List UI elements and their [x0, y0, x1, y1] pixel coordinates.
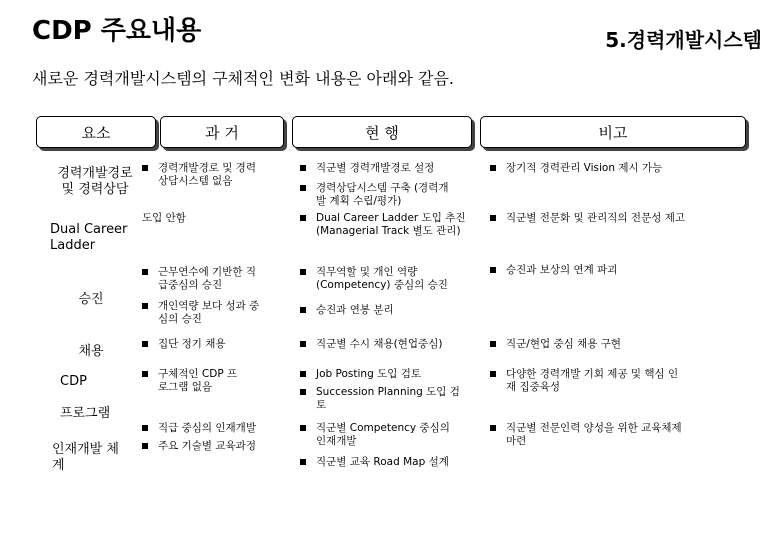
list-item: 장기적 경력관리 Vision 제시 가능: [490, 162, 760, 175]
list-item: 직군별 경력개발경로 설정: [300, 162, 480, 175]
list-item: 집단 정기 채용: [142, 338, 288, 351]
list-item: 주요 기술별 교육과정: [142, 440, 288, 453]
list-item: 직무역할 및 개인 역량 (Competency) 중심의 승진: [300, 266, 480, 292]
subtitle: 새로운 경력개발시스템의 구체적인 변화 내용은 아래와 같음.: [32, 69, 455, 88]
row-label-dual-ladder: Dual Career Ladder: [50, 222, 128, 253]
header-past: 과 거: [160, 116, 284, 148]
list-item: 직군별 Competency 중심의 인재개발: [300, 422, 480, 448]
header-element: 요소: [36, 116, 156, 148]
list-item: Dual Career Ladder 도입 추진 (Managerial Track 별도 관리): [300, 212, 480, 238]
list-item: 승진과 연봉 분리: [300, 304, 480, 317]
row-label-cdp-program: CDP 프로그램: [60, 374, 111, 421]
list-item: 승진과 보상의 연계 파괴: [490, 264, 760, 277]
list-item: 직군별 교육 Road Map 설계: [300, 456, 480, 469]
list-item: 직군/현업 중심 채용 구현: [490, 338, 760, 351]
list-item: 직군별 전문인력 양성을 위한 교육체제 마련: [490, 422, 760, 448]
list-item: Job Posting 도입 검토: [300, 368, 480, 381]
section-title: 5.경력개발시스템: [605, 28, 762, 52]
row-label-hiring: 채용: [78, 344, 104, 359]
list-item: 근무연수에 기반한 직 급중심의 승진: [142, 266, 288, 292]
list-item: 경력상담시스템 구축 (경력개 발 계획 수립/평가): [300, 182, 480, 208]
header-current: 현 행: [292, 116, 472, 148]
list-item: 직급 중심의 인재개발: [142, 422, 288, 435]
list-item: Succession Planning 도입 검 토: [300, 386, 480, 412]
row-label-career-counsel: 경력개발경로 및 경력상담: [57, 166, 133, 197]
header-remarks: 비고: [480, 116, 746, 148]
list-item: 경력개발경로 및 경력 상담시스템 없음: [142, 162, 282, 188]
list-item: 직군별 전문화 및 관리직의 전문성 제고: [490, 212, 760, 225]
row-label-promotion: 승진: [78, 292, 104, 307]
list-item: 도입 안함: [142, 212, 186, 224]
list-item: 개인역량 보다 성과 중 심의 승진: [142, 300, 288, 326]
page-title: CDP 주요내용: [32, 16, 202, 46]
row-label-hr-development: 인재개발 체 계: [52, 442, 119, 473]
list-item: 다양한 경력개발 기회 제공 및 핵심 인 재 집중육성: [490, 368, 760, 394]
list-item: 구체적인 CDP 프 로그램 없음: [142, 368, 288, 394]
list-item: 직군별 수시 채용(현업중심): [300, 338, 480, 351]
